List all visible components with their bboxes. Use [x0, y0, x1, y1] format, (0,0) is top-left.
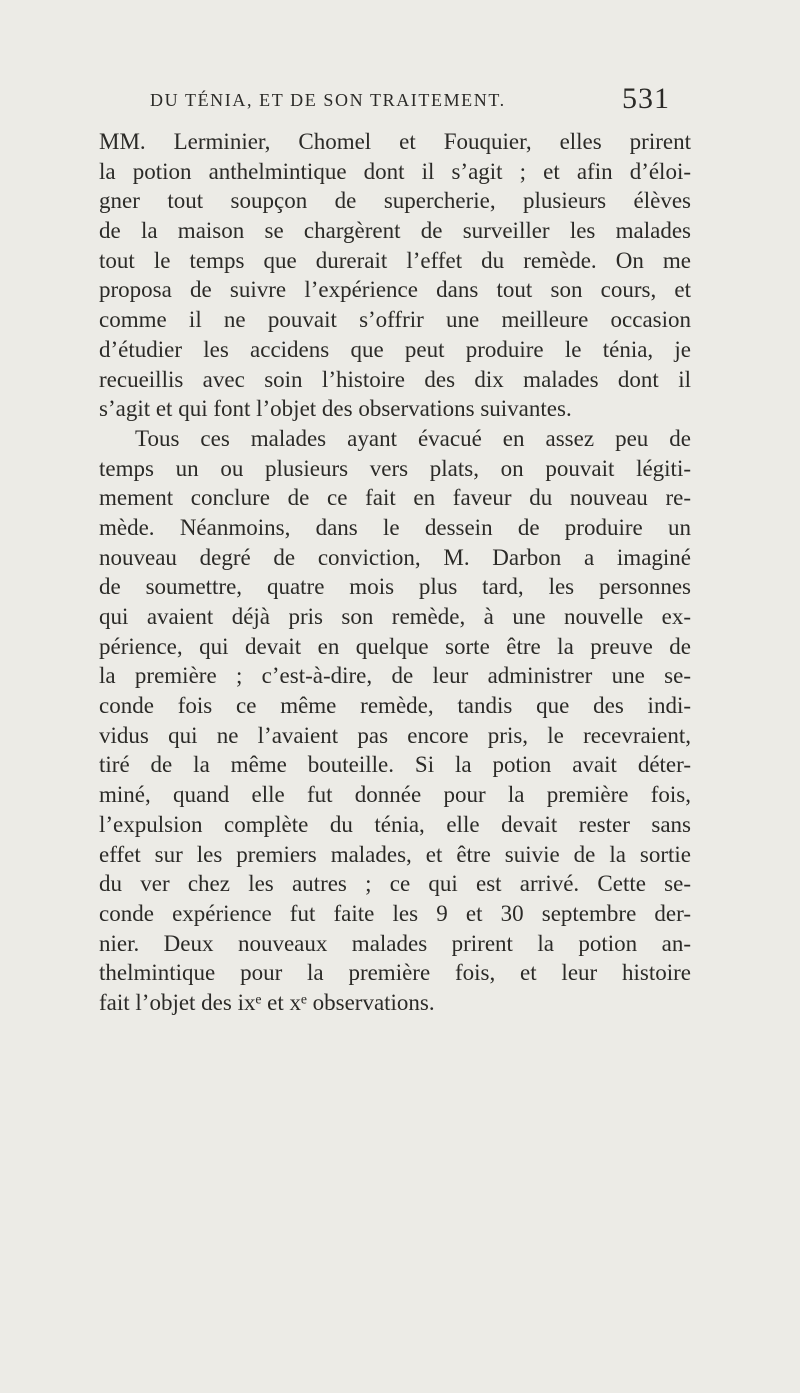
text-line: la potion anthelmintique dont il s’agit ; et afin d’éloi-	[99, 158, 691, 184]
text-line: effet sur les premiers malades, et être suivie de la sortie	[99, 841, 691, 867]
text-line: proposa de suivre l’expérience dans tout son cours, et	[99, 277, 691, 303]
text-line: du ver chez les autres ; ce qui est arrivé. Cette se-	[99, 871, 691, 897]
text-line: fait l’objet des ixᵉ et xᵉ observations.	[99, 989, 435, 1015]
text-line: Tous ces malades ayant évacué en assez peu de	[135, 425, 691, 451]
running-title: DU TÉNIA, ET DE SON TRAITEMENT.	[150, 90, 506, 110]
text-line: MM. Lerminier, Chomel et Fouquier, elles prirent	[99, 129, 691, 154]
running-head	[140, 84, 670, 118]
text-line: la première ; c’est-à-dire, de leur administrer une se-	[99, 663, 691, 689]
text-line: temps un ou plusieurs vers plats, on pouvait légiti-	[99, 455, 691, 481]
text-line: mement conclure de ce fait en faveur du nouveau re-	[99, 485, 691, 511]
text-line: de soumettre, quatre mois plus tard, les personnes	[99, 574, 691, 600]
text-line: périence, qui devait en quelque sorte être la preuve de	[99, 633, 691, 659]
text-line: miné, quand elle fut donnée pour la première fois,	[99, 782, 691, 808]
text-line: qui avaient déjà pris son remède, à une nouvelle ex-	[99, 604, 691, 629]
text-line: comme il ne pouvait s’offrir une meilleure occasion	[99, 307, 691, 333]
text-line: thelmintique pour la première fois, et leur histoire	[99, 960, 691, 986]
text-line: tout le temps que durerait l’effet du remède. On me	[99, 247, 691, 273]
text-line: conde expérience fut faite les 9 et 30 septembre der-	[99, 900, 691, 926]
text-line: s’agit et qui font l’objet des observations suivantes.	[99, 396, 572, 422]
text-line: mède. Néanmoins, dans le dessein de produire un	[99, 514, 691, 540]
text-line: nouveau degré de conviction, M. Darbon a imaginé	[99, 544, 691, 570]
text-line: l’expulsion complète du ténia, elle devait rester sans	[99, 811, 691, 837]
text-line: recueillis avec soin l’histoire des dix malades dont il	[99, 366, 691, 392]
text-line: nier. Deux nouveaux malades prirent la potion an-	[99, 930, 691, 956]
text-line: de la maison se chargèrent de surveiller les malades	[99, 218, 691, 244]
text-line: conde fois ce même remède, tandis que des indi-	[99, 693, 691, 719]
text-line: d’étudier les accidens que peut produire le ténia, je	[99, 336, 691, 362]
text-line: tiré de la même bouteille. Si la potion avait déter-	[99, 752, 691, 778]
text-line: gner tout soupçon de supercherie, plusieurs élèves	[99, 188, 691, 214]
body-text	[99, 127, 691, 1018]
page-number: 531	[622, 82, 670, 115]
text-line: vidus qui ne l’avaient pas encore pris, le recevraient,	[99, 722, 691, 748]
